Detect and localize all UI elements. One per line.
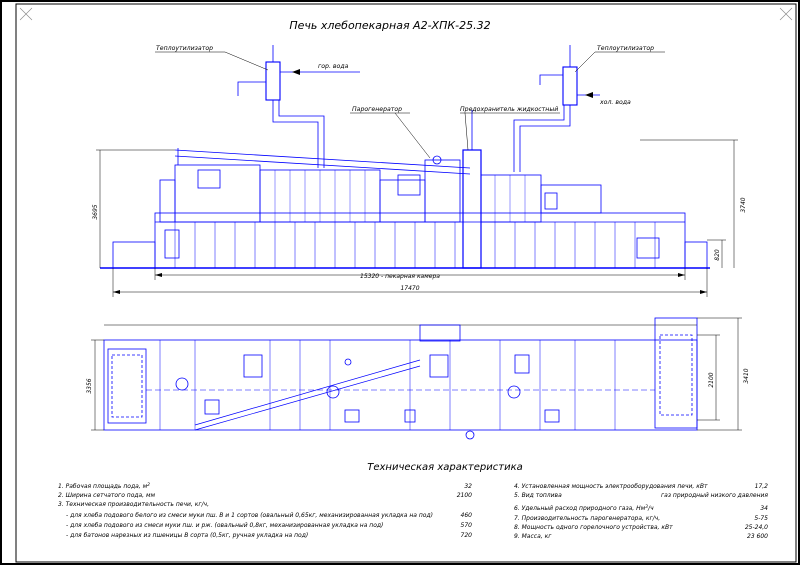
dim-height-left: 3695 xyxy=(92,204,99,220)
spec-value: 570 xyxy=(460,522,472,529)
callout-safety-valve: Предохранитель жидкостный xyxy=(460,106,559,113)
callout-steam-generator: Парогенератор xyxy=(352,106,403,113)
spec-value: 34 xyxy=(760,505,768,512)
spec-item: - для батонов нарезных из пшеницы В сорта (0,5кг, ручная укладка на под) xyxy=(66,532,309,539)
spec-value: 2100 xyxy=(456,492,472,499)
spec-item: 2. Ширина сетчатого пода, мм xyxy=(58,492,156,499)
dim-height-right: 3740 xyxy=(740,197,747,213)
spec-value: 720 xyxy=(460,532,472,539)
spec-value: 460 xyxy=(460,512,472,519)
spec-item: - для хлеба подового из смеси муки пш. и рж. (овальный 0,8кг, механизированная укладка на под) xyxy=(66,522,384,529)
dim-base-height: 820 xyxy=(714,249,721,261)
spec-item: 7. Производительность парогенератора, кг/ч, xyxy=(514,515,661,522)
spec-item: 3. Техническая производительность печи, кг/ч, xyxy=(58,501,209,508)
hot-water-label: гор. вода xyxy=(318,63,349,70)
spec-value: 32 xyxy=(464,483,472,490)
dim-plan-width-inner: 2100 xyxy=(708,372,715,388)
dim-plan-width-left: 3356 xyxy=(86,378,93,394)
spec-value: 17,2 xyxy=(754,483,768,490)
spec-item: - для хлеба подового белого из смеси муки пш. В и 1 сортов (овальный 0,65кг, механизированная укладка на под) xyxy=(66,512,433,519)
spec-item: 9. Масса, кг xyxy=(514,533,552,540)
spec-item: 6. Удельный расход природного газа, $Нм^3/ч$ xyxy=(514,505,654,512)
spec-item: 8. Мощность одного горелочного устройства, кВт xyxy=(514,524,673,531)
dim-total-length: 17470 xyxy=(400,285,420,292)
spec-value: 25-24,0 xyxy=(744,524,768,531)
paper xyxy=(2,2,798,563)
specs-heading: Техническая характеристика xyxy=(367,462,523,473)
spec-item: 4. Установленная мощность электрооборудования печи, кВт xyxy=(514,483,708,490)
dim-plan-width-outer: 3410 xyxy=(743,368,750,384)
spec-item: 5. Вид топлива xyxy=(514,492,562,499)
cold-water-label: хол. вода xyxy=(600,99,631,106)
spec-value: газ природный низкого давления xyxy=(660,492,768,499)
callout-heat-right: Теплоутилизатор xyxy=(597,45,655,52)
drawing-title: Печь хлебопекарная А2-ХПК-25.32 xyxy=(289,19,491,32)
spec-value: 5-75 xyxy=(754,515,768,522)
spec-value: 23 600 xyxy=(747,533,768,540)
callout-heat-left: Теплоутилизатор xyxy=(156,45,214,52)
dim-baking-chamber: 15320 - пекарная камера xyxy=(360,273,440,280)
spec-item: 1. Рабочая площадь пода, $м^2$ xyxy=(58,483,151,490)
